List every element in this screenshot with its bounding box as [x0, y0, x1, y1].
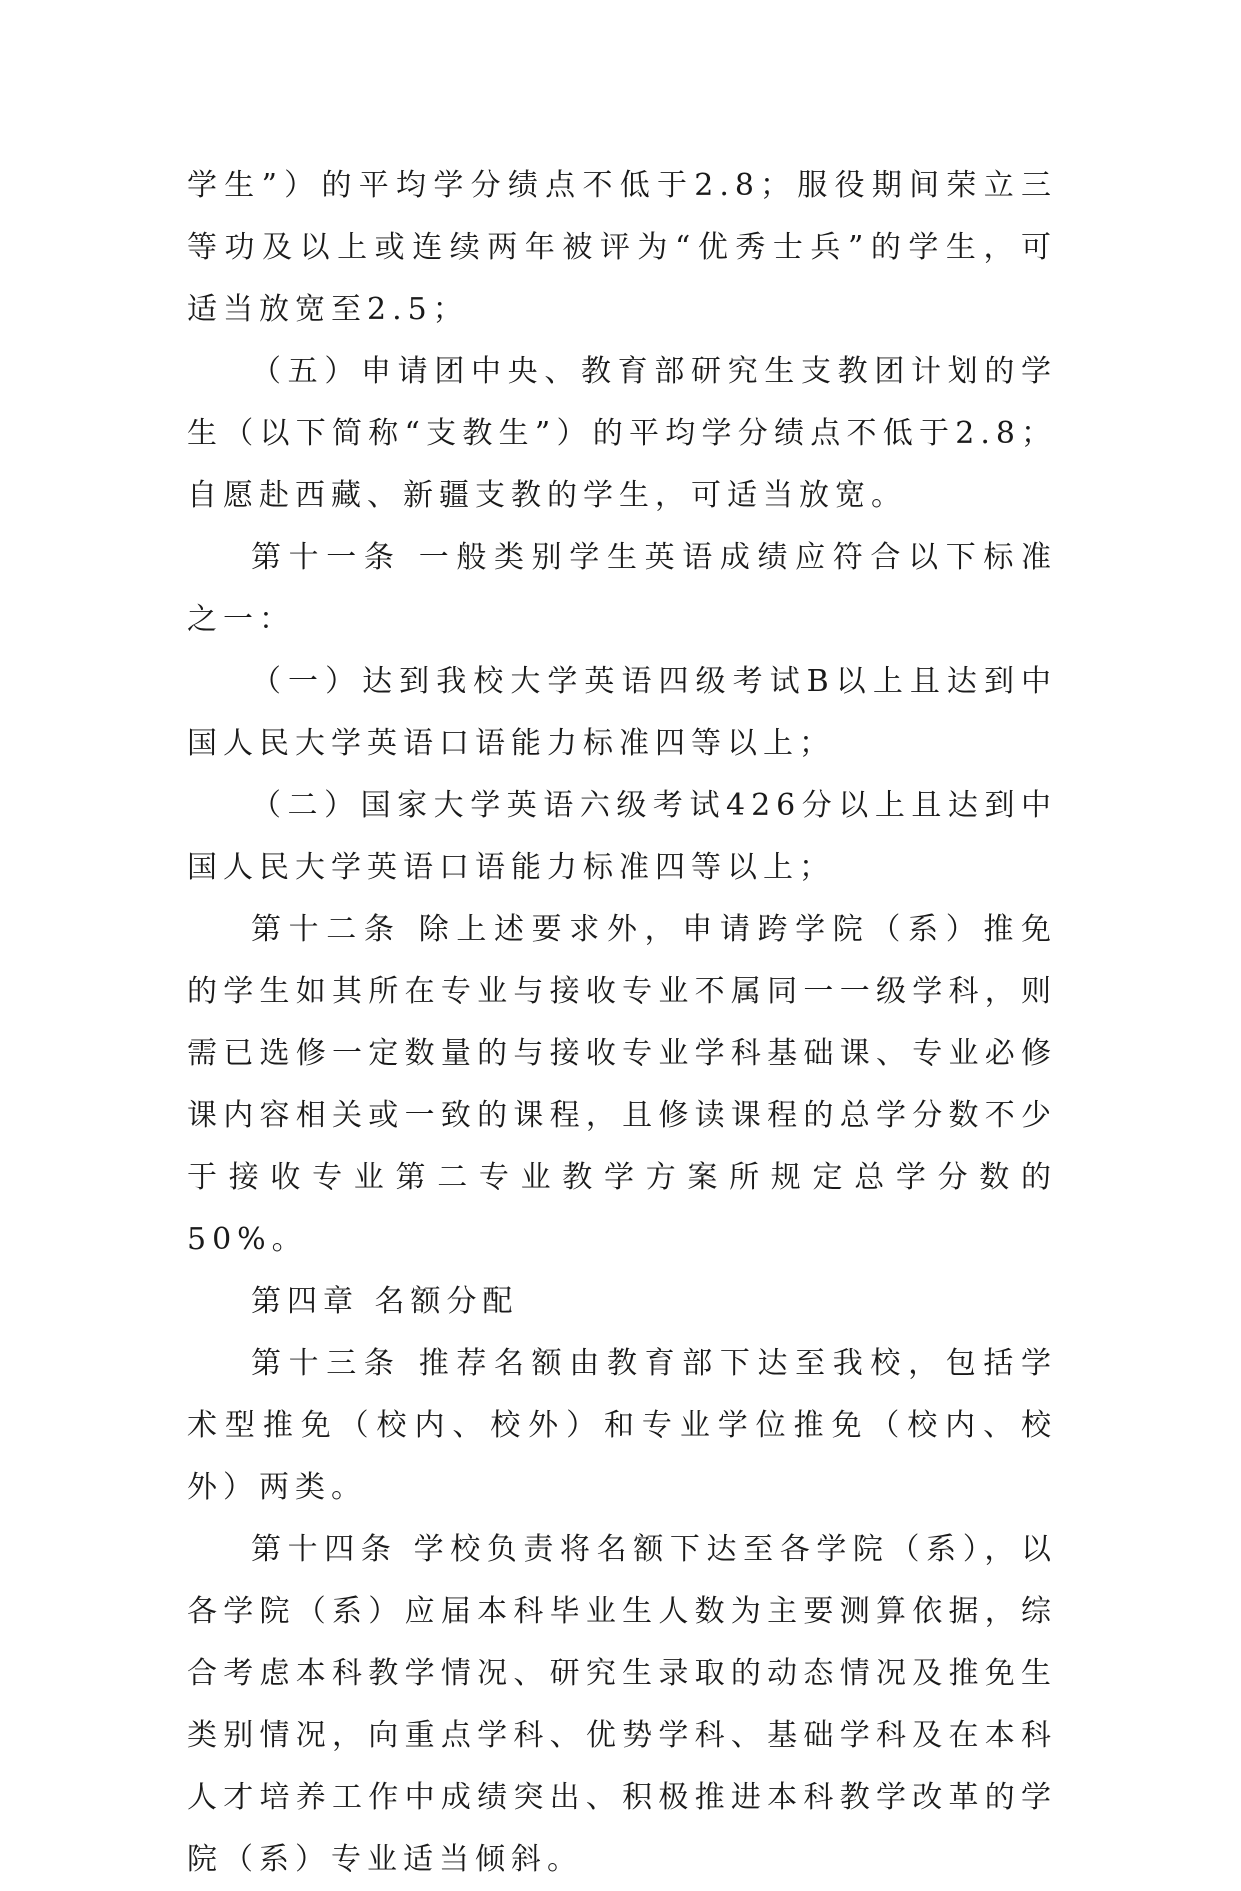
paragraph-item-5: （五）申请团中央、教育部研究生支教团计划的学生（以下简称“支教生”）的平均学分绩点不低于2.8；自愿赴西藏、新疆支教的学生，可适当放宽。 [187, 354, 1057, 513]
article-11-item-2: （二）国家大学英语六级考试426分以上且达到中国人民大学英语口语能力标准四等以上； [187, 788, 1057, 885]
article-11-item-1: （一）达到我校大学英语四级考试B以上且达到中国人民大学英语口语能力标准四等以上； [187, 664, 1057, 761]
article-13: 第十三条 推荐名额由教育部下达至我校，包括学术型推免（校内、校外）和专业学位推免（校内、校外）两类。 [187, 1346, 1057, 1505]
article-14: 第十四条 学校负责将名额下达至各学院（系），以各学院（系）应届本科毕业生人数为主要测算依据，综合考虑本科教学情况、研究生录取的动态情况及推免生类别情况，向重点学科、优势学科、基础学科及在本科人才培养工作中成绩突出、积极推进本科教学改革的学院（系）专业适当倾斜。 [187, 1532, 1057, 1877]
article-11: 第十一条 一般类别学生英语成绩应符合以下标准之一： [187, 540, 1057, 637]
paragraph-continuation: 学生”）的平均学分绩点不低于2.8；服役期间荣立三等功及以上或连续两年被评为“优秀士兵”的学生，可适当放宽至2.5； [187, 168, 1057, 327]
chapter-4-heading: 第四章 名额分配 [251, 1284, 519, 1319]
document-body [187, 155, 1057, 1891]
article-12: 第十二条 除上述要求外，申请跨学院（系）推免的学生如其所在专业与接收专业不属同一一级学科，则需已选修一定数量的与接收专业学科基础课、专业必修课内容相关或一致的课程，且修读课程的总学分数不少于接收专业第二专业教学方案所规定总学分数的50%。 [187, 912, 1057, 1257]
